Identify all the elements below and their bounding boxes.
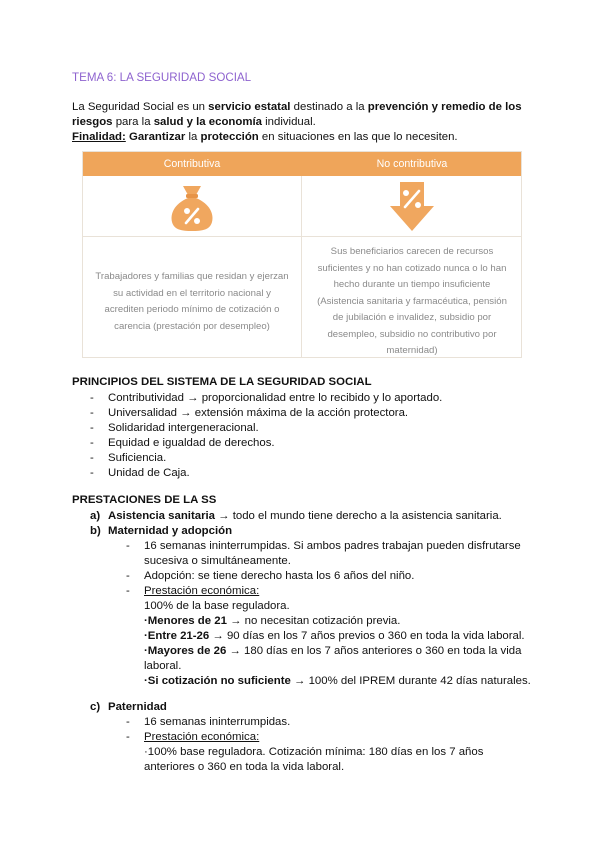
down-arrow-percent-icon — [389, 180, 435, 232]
dash-marker: - — [90, 422, 94, 434]
text-line: desempleo, subsidio no contributivo por — [327, 328, 497, 340]
intro-bold: riesgos — [72, 116, 113, 128]
table-divider — [301, 176, 302, 358]
item-text: Universalidad → extensión máxima de la acción protectora. — [108, 407, 409, 419]
item-text: laboral. — [144, 660, 182, 672]
list-item — [90, 406, 442, 421]
eco-line — [144, 614, 400, 629]
text-line: Trabajadores y familias que residan y ejerzan — [95, 271, 289, 282]
intro-bold: prevención y remedio de los — [367, 101, 522, 113]
item-text: 16 semanas ininterrumpidas. — [144, 716, 291, 728]
item-text: 16 semanas ininterrumpidas. Si ambos padres trabajan pueden disfrutarse — [144, 540, 521, 552]
intro-text: destinado a la — [290, 101, 368, 113]
item-bold: ·Entre 21-26 — [144, 630, 210, 642]
list-item — [90, 451, 442, 466]
dash-marker: - — [126, 731, 130, 743]
item-bold: ·Menores de 21 — [144, 615, 227, 627]
item-text: Suficiencia. — [108, 452, 167, 464]
item-c — [90, 700, 100, 715]
dash-marker: - — [90, 452, 94, 464]
intro-line-3 — [72, 130, 458, 145]
intro-bold: Garantizar — [125, 131, 186, 143]
intro-bold: servicio estatal — [208, 101, 291, 113]
finalidad-label: Finalidad: — [72, 131, 126, 143]
text-line: su actividad en el territorio nacional y — [113, 287, 271, 299]
item-text: → no necesitan cotización previa. — [226, 615, 401, 627]
item-text: Prestación económica: — [144, 731, 260, 743]
intro-line-1 — [72, 100, 522, 115]
text-line: Sus beneficiarios carecen de recursos — [330, 246, 494, 257]
text-line: de jubilación e invalidez, subsidio por — [332, 312, 492, 323]
item-text: Contributividad → proporcionalidad entre lo recibido y lo aportado. — [108, 392, 443, 404]
eco-line — [144, 644, 521, 659]
dash-marker: - — [126, 570, 130, 582]
item-text: Equidad e igualdad de derechos. — [108, 437, 275, 449]
item-text: → 180 días en los 7 años anteriores o 360 en toda la vida — [226, 645, 522, 657]
text-line: carencia (prestación por desempleo) — [114, 320, 270, 332]
eco-line — [144, 674, 531, 689]
item-text: Solidaridad intergeneracional. — [108, 422, 259, 434]
no-contributiva-description — [303, 244, 521, 360]
prestacion-economica-label — [144, 584, 259, 599]
intro-line-2 — [72, 115, 316, 130]
dash-marker: - — [90, 392, 94, 404]
item-label: c) — [90, 701, 101, 713]
dash-marker: - — [126, 585, 130, 597]
intro-bold: salud y la economía — [153, 116, 262, 128]
list-item — [90, 391, 443, 406]
item-text: → 100% del IPREM durante 42 días naturales. — [290, 675, 531, 687]
item-text: ·100% base reguladora. Cotización mínima: 180 días en los 7 años — [144, 746, 484, 758]
header-contributiva: Contributiva — [163, 158, 221, 170]
list-item — [90, 421, 442, 436]
item-text: anteriores o 360 en toda la vida laboral. — [144, 761, 345, 773]
dash-marker: - — [90, 437, 94, 449]
intro-text: La Seguridad Social es un — [72, 101, 209, 113]
item-text: sucesiva o simultáneamente. — [144, 555, 291, 567]
list-item — [90, 436, 442, 451]
dash-marker: - — [90, 467, 94, 479]
text-line: (Asistencia sanitaria y farmacéutica, pensión — [317, 295, 507, 307]
item-c-title — [108, 700, 167, 715]
item-a-text — [108, 509, 502, 524]
intro-text: para la — [112, 116, 154, 128]
maternidad-title: Maternidad y adopción — [108, 525, 233, 537]
paternidad-title: Paternidad — [108, 701, 167, 713]
table-header — [83, 152, 521, 176]
intro-text: la — [185, 131, 201, 143]
text-line: suficientes y no han cotizado nunca o lo han — [317, 262, 507, 274]
item-bold: ·Si cotización no suficiente — [144, 675, 291, 687]
dash-marker: - — [126, 716, 130, 728]
header-no-contributiva: No contributiva — [376, 158, 448, 170]
item-b-title — [108, 524, 232, 539]
principios-heading: PRINCIPIOS DEL SISTEMA DE LA SEGURIDAD SOCIAL — [72, 376, 372, 388]
item-text: → 90 días en los 7 años previos o 360 en toda la vida laboral. — [209, 630, 525, 642]
prestacion-economica-label — [144, 730, 259, 745]
text-line: hecho durante un tiempo insuficiente — [333, 279, 491, 290]
list-item — [90, 466, 442, 481]
text-line: maternidad) — [386, 345, 438, 356]
item-a — [90, 509, 100, 524]
document-title: TEMA 6: LA SEGURIDAD SOCIAL — [72, 71, 252, 84]
contributiva-description — [83, 269, 301, 335]
item-label: a) — [90, 510, 101, 522]
text-line: acrediten periodo mínimo de cotización o — [104, 304, 280, 315]
contribution-types-table — [82, 151, 522, 358]
item-text: todo el mundo tiene derecho a la asistencia sanitaria. — [229, 510, 502, 522]
item-b — [90, 524, 101, 539]
dash-marker: - — [126, 540, 130, 552]
intro-text: en situaciones en las que lo necesiten. — [258, 131, 458, 143]
item-text: Adopción: se tiene derecho hasta los 6 años del niño. — [144, 570, 415, 582]
item-text: 100% de la base reguladora. — [144, 600, 290, 612]
principios-list — [90, 391, 443, 481]
asistencia-sanitaria: Asistencia sanitaria → — [108, 510, 230, 522]
dash-marker: - — [90, 407, 94, 419]
intro-text: individual. — [261, 116, 316, 128]
money-bag-percent-icon — [166, 182, 218, 232]
table-divider — [83, 236, 521, 237]
item-text: Unidad de Caja. — [108, 467, 190, 479]
item-text: Prestación económica: — [144, 585, 260, 597]
item-label: b) — [90, 525, 101, 537]
eco-line — [144, 629, 525, 644]
prestaciones-heading: PRESTACIONES DE LA SS — [72, 494, 217, 506]
item-bold: ·Mayores de 26 — [144, 645, 227, 657]
intro-bold: protección — [200, 131, 259, 143]
